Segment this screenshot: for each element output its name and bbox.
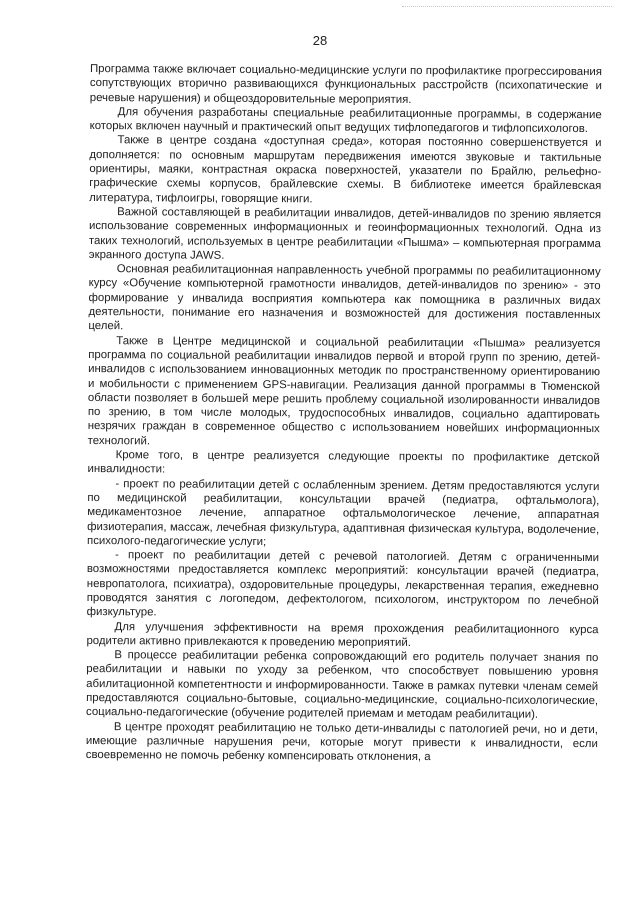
paragraph-parents: Для улучшения эффективности на время прохождения реабилитационного курса родители активно привлекаются к проведению мероприятий. <box>86 620 599 649</box>
paragraph-services: Программа также включает социально-медицинские услуги по профилактике прогрессирования сопутствующих вторично развивающихся функциональных расстройств (психопатические и речевые нарушения) и общеоздоровительные мероприятия. <box>89 62 602 106</box>
scan-artifact <box>402 6 612 13</box>
paragraph-technologies: Важной составляющей в реабилитации инвалидов, детей-инвалидов по зрению является использование современных информационных и геоинформационных технологий. Одна из таких технологий, используемых в центре реабилитации «Пышма» – компьютерная программа экранного доступа JAWS. <box>88 206 602 262</box>
paragraph-rehabilitation-process: В процессе реабилитации ребенка сопровождающий его родитель получает знания по реабилитации и навыки по уходу за ребенком, что способствует повышению уровня абилитационной компетентности и информированности. Также в рамках путевки членам семей предоставляются социально-бытовые, социально-медицинские, социально-психологические, социально-педагогические (обучение родителей приемам и методам реабилитации). <box>85 649 599 722</box>
paragraph-projects-intro: Кроме того, в центре реализуется следующие проекты по профилактике детской инвалидности: <box>87 449 600 476</box>
list-item-vision-project: - проект по реабилитации детей с ослабленным зрением. Детям предоставляются услуги по медицинской реабилитации, консультации врачей (педиатра, офтальмолога), медикаментозное лечение, аппаратное офтальмологическое лечение, аппаратная физиотерапия, массаж, лечебная физкультура, адаптивная физическая культура, водолечение, психолого-педагогические услуги; <box>87 477 600 548</box>
body-text <box>86 62 602 766</box>
paragraph-speech-disorders: В центре проходят реабилитацию не только дети-инвалиды с патологией речи, но и дети, имеющие различные нарушения речи, которые могут привести к инвалидности, если своевременно не помочь ребенку компенсировать отклонения, а <box>85 720 598 764</box>
page-number: 28 <box>312 33 328 48</box>
list-item-speech-project: - проект по реабилитации детей с речевой патологией. Детям с ограниченными возможностями предоставляется комплекс мероприятий: консультации врачей (педиатра, невропатолога, психиатра), оздоровительные процедуры, лекарственная терапия, ежедневно проводятся занятия с логопедом, дефектологом, психологом, инструктором по лечебной физкультуре. <box>86 549 600 619</box>
paragraph-gps-navigation: Также в Центре медицинской и социальной реабилитации «Пышма» реализуется программа по социальной реабилитации инвалидов первой и второй групп по зрению, детей-инвалидов с использованием инновационных методик по пространственному ориентированию и мобильности с применением GPS-навигации. Реализация данной программы в Тюменской области позволяет в большей мере решить проблему социальной изолированности инвалидов по зрению, в том числе молодых, трудоспособных инвалидов, социально адаптировать незрячих граждан в современное общество с использованием новейших информационных технологий. <box>87 334 601 448</box>
paragraph-computer-course: Основная реабилитационная направленность учебной программы по реабилитационному курсу «Обучение компьютерной грамотности инвалидов, детей-инвалидов по зрению» - это формирование у инвалида восприятия компьютера как помощника в различных видах деятельности, понимание его назначения и возможностей для достижения поставленных целей. <box>88 263 601 333</box>
paragraph-accessible-environment: Также в центре создана «доступная среда», которая постоянно совершенствуется и дополняется: по основным маршрутам передвижения имеются звуковые и тактильные ориентиры, маяки, контрастная окраска поверхностей, указатели по Брайлю, рельефно-графические схемы корпусов, брайлевские схемы. В библиотеке имеется брайлевская литература, тифлоигры, говорящие книги. <box>89 134 602 206</box>
paragraph-programs: Для обучения разработаны специальные реабилитационные программы, в содержание которых включен научный и практический опыт ведущих тифлопедагогов и тифлопсихологов. <box>89 106 602 136</box>
